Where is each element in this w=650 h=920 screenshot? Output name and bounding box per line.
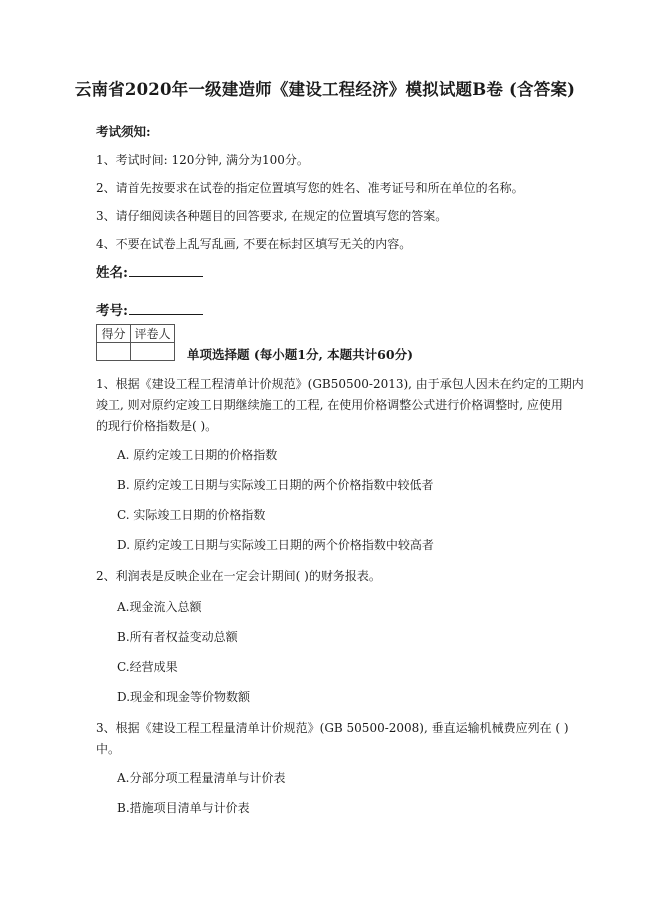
- exam-number-blank-line[interactable]: [129, 300, 203, 315]
- question-3-line-1: 3、根据《建设工程工程量清单计价规范》(GB 50500-2008), 垂直运输机械费应列在 ( ): [96, 721, 569, 735]
- question-3-option-a: A.分部分项工程量清单与计价表: [117, 771, 286, 785]
- question-3-option-b: B.措施项目清单与计价表: [117, 801, 250, 815]
- question-2-option-b: B.所有者权益变动总额: [117, 630, 238, 644]
- question-1-option-a: A. 原约定竣工日期的价格指数: [117, 448, 278, 462]
- note-2: 2、请首先按要求在试卷的指定位置填写您的姓名、准考证号和所在单位的名称。: [96, 181, 524, 195]
- score-cell[interactable]: [97, 343, 131, 361]
- question-2-option-a: A.现金流入总额: [117, 600, 202, 614]
- question-1-option-d: D. 原约定竣工日期与实际竣工日期的两个价格指数中较高者: [117, 538, 434, 552]
- name-label: 姓名:: [96, 265, 128, 281]
- note-1: 1、考试时间: 120分钟, 满分为100分。: [96, 153, 309, 167]
- section-heading: 单项选择题 (每小题1分, 本题共计60分): [187, 347, 413, 362]
- question-1-line-3: 的现行价格指数是( )。: [96, 419, 218, 433]
- question-2-line-1: 2、利润表是反映企业在一定会计期间( )的财务报表。: [96, 569, 381, 583]
- question-1-option-b: B. 原约定竣工日期与实际竣工日期的两个价格指数中较低者: [117, 478, 434, 492]
- name-blank-line[interactable]: [129, 262, 203, 277]
- exam-number-label: 考号:: [96, 303, 128, 319]
- note-3: 3、请仔细阅读各种题目的回答要求, 在规定的位置填写您的答案。: [96, 209, 448, 223]
- name-field[interactable]: [96, 261, 203, 281]
- question-2-option-d: D.现金和现金等价物数额: [117, 690, 251, 704]
- note-4: 4、不要在试卷上乱写乱画, 不要在标封区填写无关的内容。: [96, 237, 412, 251]
- question-1-option-c: C. 实际竣工日期的价格指数: [117, 508, 266, 522]
- exam-number-field[interactable]: [96, 299, 203, 319]
- question-2-option-c: C.经营成果: [117, 660, 178, 674]
- score-table: [96, 324, 175, 361]
- question-1-line-2: 竣工, 则对原约定竣工日期继续施工的工程, 在使用价格调整公式进行价格调整时, 应使用: [96, 398, 563, 412]
- score-header: 得分: [97, 325, 131, 343]
- question-1-line-1: 1、根据《建设工程工程清单计价规范》(GB50500-2013), 由于承包人因未在约定的工期内: [96, 377, 584, 391]
- notes-heading: 考试须知:: [96, 124, 151, 139]
- page-title: 云南省2020年一级建造师《建设工程经济》模拟试题B卷 (含答案): [74, 80, 576, 99]
- grader-cell[interactable]: [131, 343, 175, 361]
- question-3-line-2: 中。: [96, 742, 121, 756]
- grader-header: 评卷人: [131, 325, 175, 343]
